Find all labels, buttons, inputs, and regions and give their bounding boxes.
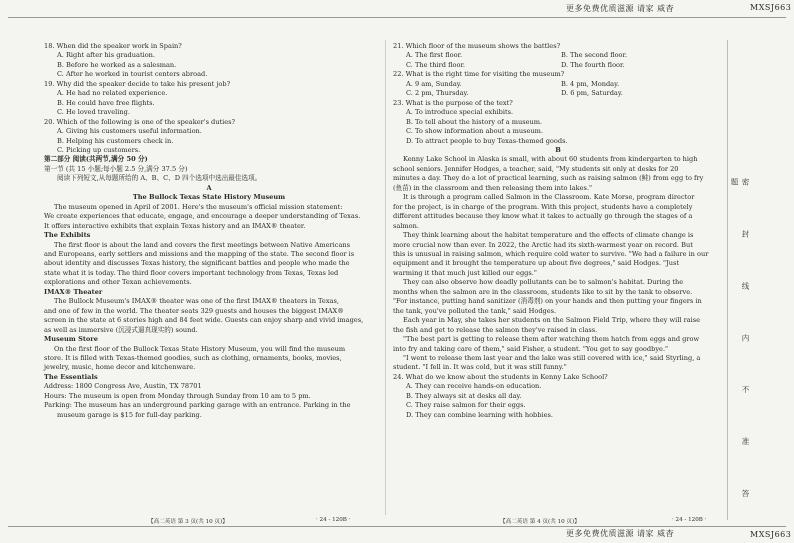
paragraph-line: equipment and it brought the temperature up about five degrees," said Hodges. "Just [393, 259, 679, 268]
question-19: 19. Why did the speaker decide to take his present job? [44, 79, 231, 88]
section-instructions: 阅读下列短文,从每题所给的 A、B、C、D 四个选项中选出最佳选项。 [57, 174, 262, 183]
paragraph-line: the fish and get to release the salmon they've raised in class. [393, 325, 598, 334]
paragraph-line: The museum opened in April of 2001. Here's the museum's official mission statement: [54, 202, 343, 211]
option: C. They raise salmon for their eggs. [406, 401, 526, 410]
parking-line: Parking: The museum has an underground parking garage with an entrance. Parking in the [44, 401, 351, 410]
paragraph-line: about identity and discusses Texas history, the significant battles and people who made the [44, 259, 350, 268]
paragraph-line: and one of few in the world. The theater seats 329 guests and houses the biggest IMAX® [44, 306, 344, 315]
paragraph-line: for the project, is in charge of the program. With this project, students have a completely [393, 202, 693, 211]
paragraph-line: this is unusual in raising salmon, which require cold water to survive. "We had a failure in our [393, 249, 709, 258]
paragraph-line: warming it that much just killed our eggs." [393, 268, 537, 277]
option: A. He had no related experience. [57, 89, 168, 98]
option: A. 9 am, Sunday. [406, 79, 462, 88]
paragraph-line: school seniors. Jennifer Hodges, a teacher, said, "My students sit only at desks for 20 [393, 164, 679, 173]
footer-code: MXSJ663 [750, 530, 792, 539]
address-line: Address: 1800 Congress Ave, Austin, TX 78701 [44, 382, 202, 391]
paragraph-line: into fry and taking care of them," said Fisher, a student. "You get to say goodbye." [393, 344, 669, 353]
paragraph-line: store. It is filled with Texas-themed goodies, such as clothing, ornaments, books, movies, [44, 353, 342, 362]
option: D. They can combine learning with hobbies. [406, 410, 553, 419]
paragraph-line: They can also observe how deadly pollutants can be to salmon's habitat. During the [403, 278, 684, 287]
option: B. The second floor. [561, 51, 628, 60]
paragraph-line: different attitudes because they know what it takes to actually go through the stages of a [393, 212, 693, 221]
option: B. He could have free flights. [57, 98, 155, 107]
option: D. 6 pm, Saturday. [561, 89, 623, 98]
option: A. They can receive hands-on education. [406, 382, 542, 391]
question-21: 21. Which floor of the museum shows the battles? [393, 42, 561, 50]
question-20: 20. Which of the following is one of the speaker's duties? [44, 117, 236, 126]
paragraph-line: The first floor is about the land and covers the first meetings between Native Americans [54, 240, 351, 249]
paragraph-line: student. "I fell in. It was cold, but it was still funny." [393, 363, 567, 372]
parking-line: museum garage is $15 for full-day parking. [57, 410, 202, 419]
section-heading: 第一节 (共 15 小题;每小题 2.5 分,满分 37.5 分) [44, 164, 188, 173]
paragraph-line: Kenny Lake School in Alaska is small, with about 60 students from kindergarten to high [403, 155, 698, 164]
page-footer-label: 【高二英语 第 3 页(共 10 页)】 [148, 519, 228, 525]
footer-rule [8, 526, 786, 527]
paragraph-line: more crucial now than ever. In 2022, the Arctic had its sixth-warmest year on record. But [393, 240, 693, 249]
option: C. Picking up customers. [57, 145, 141, 154]
part-heading: 第二部分 阅读(共两节,满分 50 分) [44, 155, 148, 164]
paragraph-line: as well as immersive (沉浸式逼真现实的) sound. [44, 325, 198, 334]
option: C. After he worked in tourist centers abroad. [57, 70, 208, 79]
paragraph-line: "For instance, putting hand sanitizer (消毒剂) on your hands and then putting your fingers in [393, 297, 702, 306]
paragraph-line: We create experiences that educate, engage, and encourage a deeper understanding of Texas. [44, 212, 361, 221]
paragraph-line: On the first floor of the Bullock Texas State History Museum, you will find the museum [54, 344, 346, 353]
paragraph-line: the tank, you've polluted the tank," said Hodges. [393, 306, 557, 315]
hours-line: Hours: The museum is open from Monday through Sunday from 10 am to 5 pm. [44, 391, 311, 400]
question-18: 18. When did the speaker work in Spain? [44, 42, 182, 50]
paragraph-line: state what it is today. The third floor covers important technology from Texas, Texas led [44, 268, 339, 277]
footer-promo-text: 更多免费优质滋源 请家 威杳 [566, 529, 675, 538]
question-24: 24. What do we know about the students in Kenny Lake School? [393, 372, 608, 381]
subheading: Museum Store [44, 335, 98, 344]
paragraph-line: explorations and other Texan achievements. [44, 278, 192, 287]
paragraph-line: "The best part is getting to release them after watching them hatch from eggs and grow [403, 335, 700, 344]
paragraph-line: months when the salmon are in the classroom, students like to sit by the tank to observe. [393, 287, 693, 296]
paragraph-line: They think learning about the habitat temperature and the effects of climate change is [403, 231, 694, 240]
paragraph-line: "I went to release them last year and the lake was still covered with ice," said Styrling, a [403, 353, 701, 362]
option: B. To tell about the history of a museum. [406, 117, 543, 126]
subheading: IMAX® Theater [44, 287, 103, 296]
header-code: MXSJ663 [750, 3, 792, 12]
paragraph-line: The Bullock Museum's IMAX® theater was one of the first IMAX® theaters in Texas, [54, 297, 339, 306]
option: C. The third floor. [406, 60, 465, 69]
question-23: 23. What is the purpose of the text? [393, 98, 513, 107]
option: D. To attract people to buy Texas-themed goods. [406, 136, 568, 145]
passage-letter: B [555, 145, 561, 154]
left-page [44, 42, 374, 420]
paragraph-line: salmon. [393, 221, 419, 230]
paragraph-line: (鱼苗) in the classroom and then releasing them into lakes." [393, 183, 593, 192]
option: A. The first floor. [406, 51, 463, 60]
passage-title: The Bullock Texas State History Museum [132, 193, 286, 202]
option: A. To introduce special exhibits. [406, 108, 514, 117]
binding-strip-text: 密 封 线 内 不 准 答 题 [730, 178, 750, 518]
page-footer-label: 【高二英语 第 4 页(共 10 页)】 [500, 519, 580, 525]
option: B. 4 pm, Monday. [561, 79, 620, 88]
header-rule [8, 17, 786, 18]
paragraph-line: and Europeans, early settlers and missions and the mapping of the state. The second floor is [44, 249, 355, 258]
subheading: The Exhibits [44, 231, 91, 240]
option: C. He loved traveling. [57, 108, 130, 117]
option: A. Giving his customers useful information. [57, 127, 202, 136]
right-page [393, 42, 723, 420]
subheading: The Essentials [44, 372, 98, 381]
option: C. To show information about a museum. [406, 127, 543, 136]
paragraph-line: Each year in May, she takes her students on the Salmon Field Trip, where they will raise [403, 316, 701, 325]
column-divider [385, 40, 386, 515]
passage-letter: A [206, 183, 212, 192]
paragraph-line: minutes a day. They do a lot of practical learning, such as raising salmon (鲑) from egg to fry [393, 174, 704, 183]
option: C. 2 pm, Thursday. [406, 89, 469, 98]
page-footer-code: · 24 - 120B · [672, 517, 707, 523]
option: A. Right after his graduation. [57, 51, 156, 60]
paragraph-line: It offers interactive exhibits that explain Texas history and an IMAX® theater. [44, 221, 306, 230]
option: B. They always sit at desks all day. [406, 391, 522, 400]
header-promo-text: 更多免费优质滋源 请家 威杳 [566, 4, 675, 13]
paragraph-line: jewelry, music, home decor and kitchenware. [44, 363, 196, 372]
page-footer-code: · 24 - 120B · [316, 517, 351, 523]
option: B. Helping his customers check in. [57, 136, 174, 145]
paragraph-line: screen in the state at 6 stories high and 84 feet wide. Guests can enjoy sharp and vivid images, [44, 316, 364, 325]
option: D. The fourth floor. [561, 60, 625, 69]
paragraph-line: It is through a program called Salmon in the Classroom. Kate Morse, program director [403, 193, 695, 202]
question-22: 22. What is the right time for visiting the museum? [393, 70, 565, 79]
option: B. Before he worked as a salesman. [57, 60, 177, 69]
